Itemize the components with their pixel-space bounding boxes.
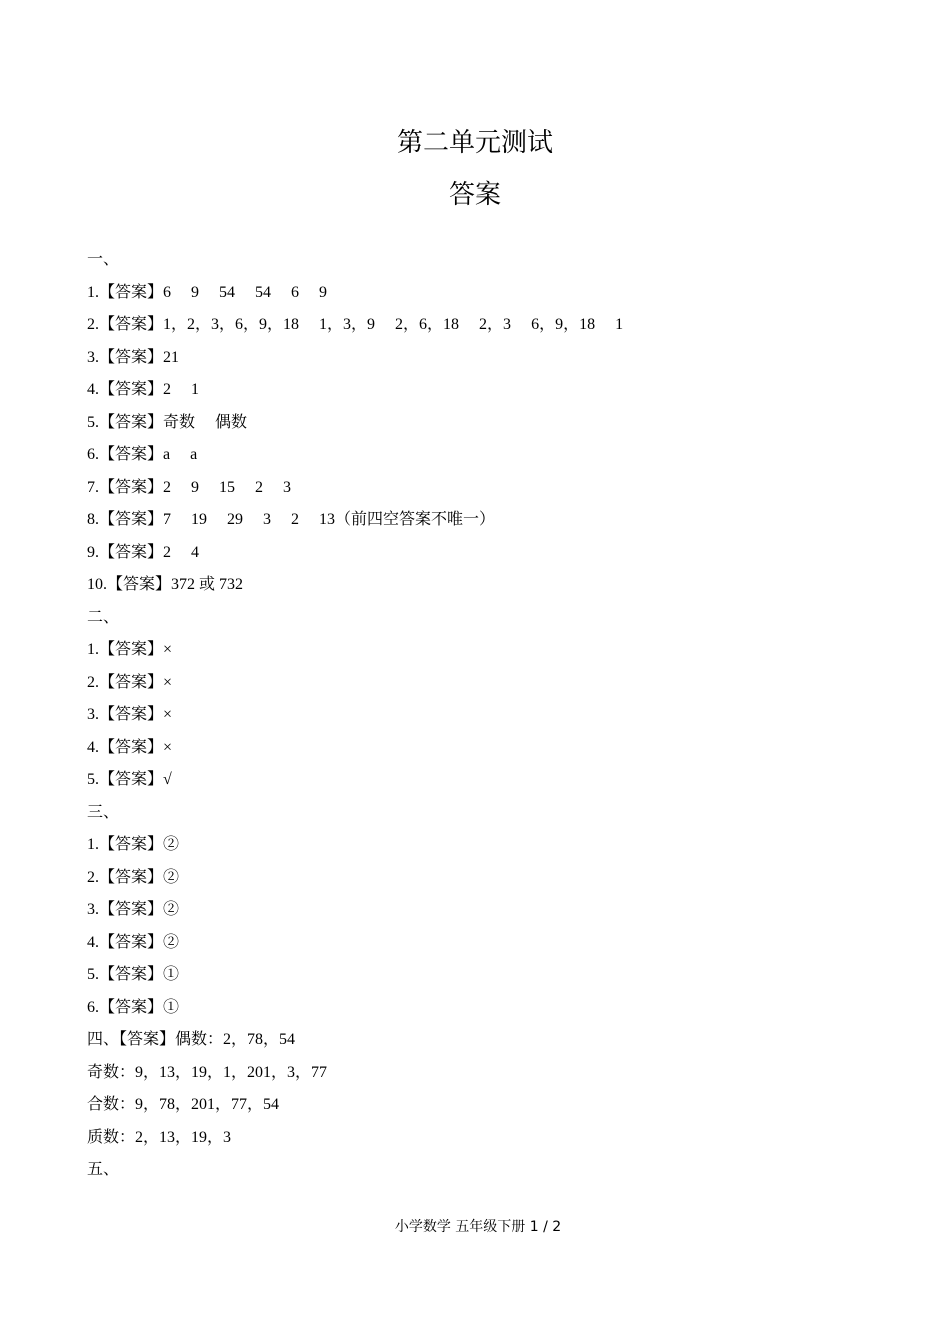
answer-text: 2 (291, 511, 300, 528)
answer-text: 9 (319, 283, 328, 301)
answer-line (87, 797, 887, 830)
answer-text: 1.【答案】× (87, 641, 173, 658)
answer-line (87, 699, 887, 732)
answer-text: 4.【答案】② (87, 933, 180, 951)
answer-text: 1 (615, 316, 624, 333)
answer-line (87, 1122, 887, 1155)
answer-text: 19 (191, 511, 208, 528)
answer-line (87, 309, 887, 342)
answer-text: 四、【答案】偶数：2，78，54 (87, 1031, 296, 1048)
answer-text: 10.【答案】372 或 732 (87, 576, 244, 593)
answer-line (87, 1154, 887, 1187)
answer-text: 6，9，18 (531, 316, 596, 333)
answer-text: 2.【答案】× (87, 673, 173, 691)
answer-line (87, 602, 887, 635)
answer-text: 29 (227, 511, 244, 528)
answer-line (87, 992, 887, 1025)
answer-text: a (190, 446, 198, 463)
answer-text: 6.【答案】① (87, 998, 180, 1016)
answer-text: 三、 (87, 803, 120, 821)
answer-text: 6.【答案】a (87, 446, 171, 463)
answer-line (87, 764, 887, 797)
answer-text: 13（前四空答案不唯一） (319, 511, 496, 528)
answer-line (87, 894, 887, 927)
answer-line (87, 504, 887, 537)
answer-text: 3.【答案】× (87, 706, 173, 723)
answer-list (87, 244, 887, 1187)
answer-text: 2，3 (479, 316, 512, 333)
answer-line (87, 439, 887, 472)
answer-text: 质数：2，13，19，3 (87, 1128, 232, 1146)
answer-text: 二、 (87, 608, 120, 626)
answer-text: 4.【答案】× (87, 738, 173, 756)
answer-line (87, 1089, 887, 1122)
page-title: 第二单元测试 (396, 128, 553, 158)
answer-text: 2，6，18 (395, 316, 460, 333)
answer-line (87, 277, 887, 310)
answer-text: 1.【答案】② (87, 836, 180, 853)
answer-text: 8.【答案】7 (87, 511, 172, 528)
answer-text: 9.【答案】2 (87, 543, 172, 561)
answer-text: 1 (191, 381, 200, 398)
answer-text: 9 (191, 283, 200, 301)
answer-text: 3 (283, 478, 292, 496)
answer-text: 5.【答案】奇数 (87, 413, 196, 431)
answer-line (87, 634, 887, 667)
answer-text: 7.【答案】2 (87, 478, 172, 496)
answer-line (87, 829, 887, 862)
page-subtitle: 答案 (448, 180, 501, 210)
answer-line (87, 407, 887, 440)
page-footer: 小学数学 五年级下册 1 / 2 (394, 1219, 562, 1235)
answer-line (87, 537, 887, 570)
answer-text: 五、 (87, 1161, 120, 1178)
answer-text: 3 (263, 511, 272, 528)
answer-text: 3.【答案】② (87, 901, 180, 918)
answer-text: 9 (191, 478, 200, 496)
answer-line (87, 1024, 887, 1057)
answer-line (87, 374, 887, 407)
answer-text: 合数：9，78，201，77，54 (87, 1096, 280, 1113)
answer-text: 5.【答案】① (87, 966, 180, 983)
answer-text: 54 (219, 283, 236, 301)
answer-text: 偶数 (215, 413, 248, 431)
answer-line (87, 342, 887, 375)
answer-text: 奇数：9，13，19，1，201，3，77 (87, 1063, 328, 1081)
answer-line (87, 862, 887, 895)
answer-text: 2.【答案】1，2，3，6，9，18 (87, 316, 300, 333)
answer-line (87, 1057, 887, 1090)
answer-text: 一、 (87, 251, 120, 268)
answer-text: 4 (191, 543, 200, 561)
answer-line (87, 732, 887, 765)
answer-line (87, 244, 887, 277)
answer-text: 54 (255, 283, 272, 301)
answer-line (87, 472, 887, 505)
answer-text: 1.【答案】6 (87, 283, 172, 301)
answer-text: 5.【答案】√ (87, 771, 172, 788)
answer-text: 3.【答案】21 (87, 348, 180, 366)
answer-text: 6 (291, 283, 300, 301)
answer-text: 15 (219, 478, 236, 496)
answer-line (87, 667, 887, 700)
answer-text: 1，3，9 (319, 316, 376, 333)
answer-text: 4.【答案】2 (87, 381, 172, 398)
answer-line (87, 959, 887, 992)
answer-line (87, 569, 887, 602)
answer-text: 2.【答案】② (87, 868, 180, 886)
answer-text: 2 (255, 478, 264, 496)
answer-line (87, 927, 887, 960)
